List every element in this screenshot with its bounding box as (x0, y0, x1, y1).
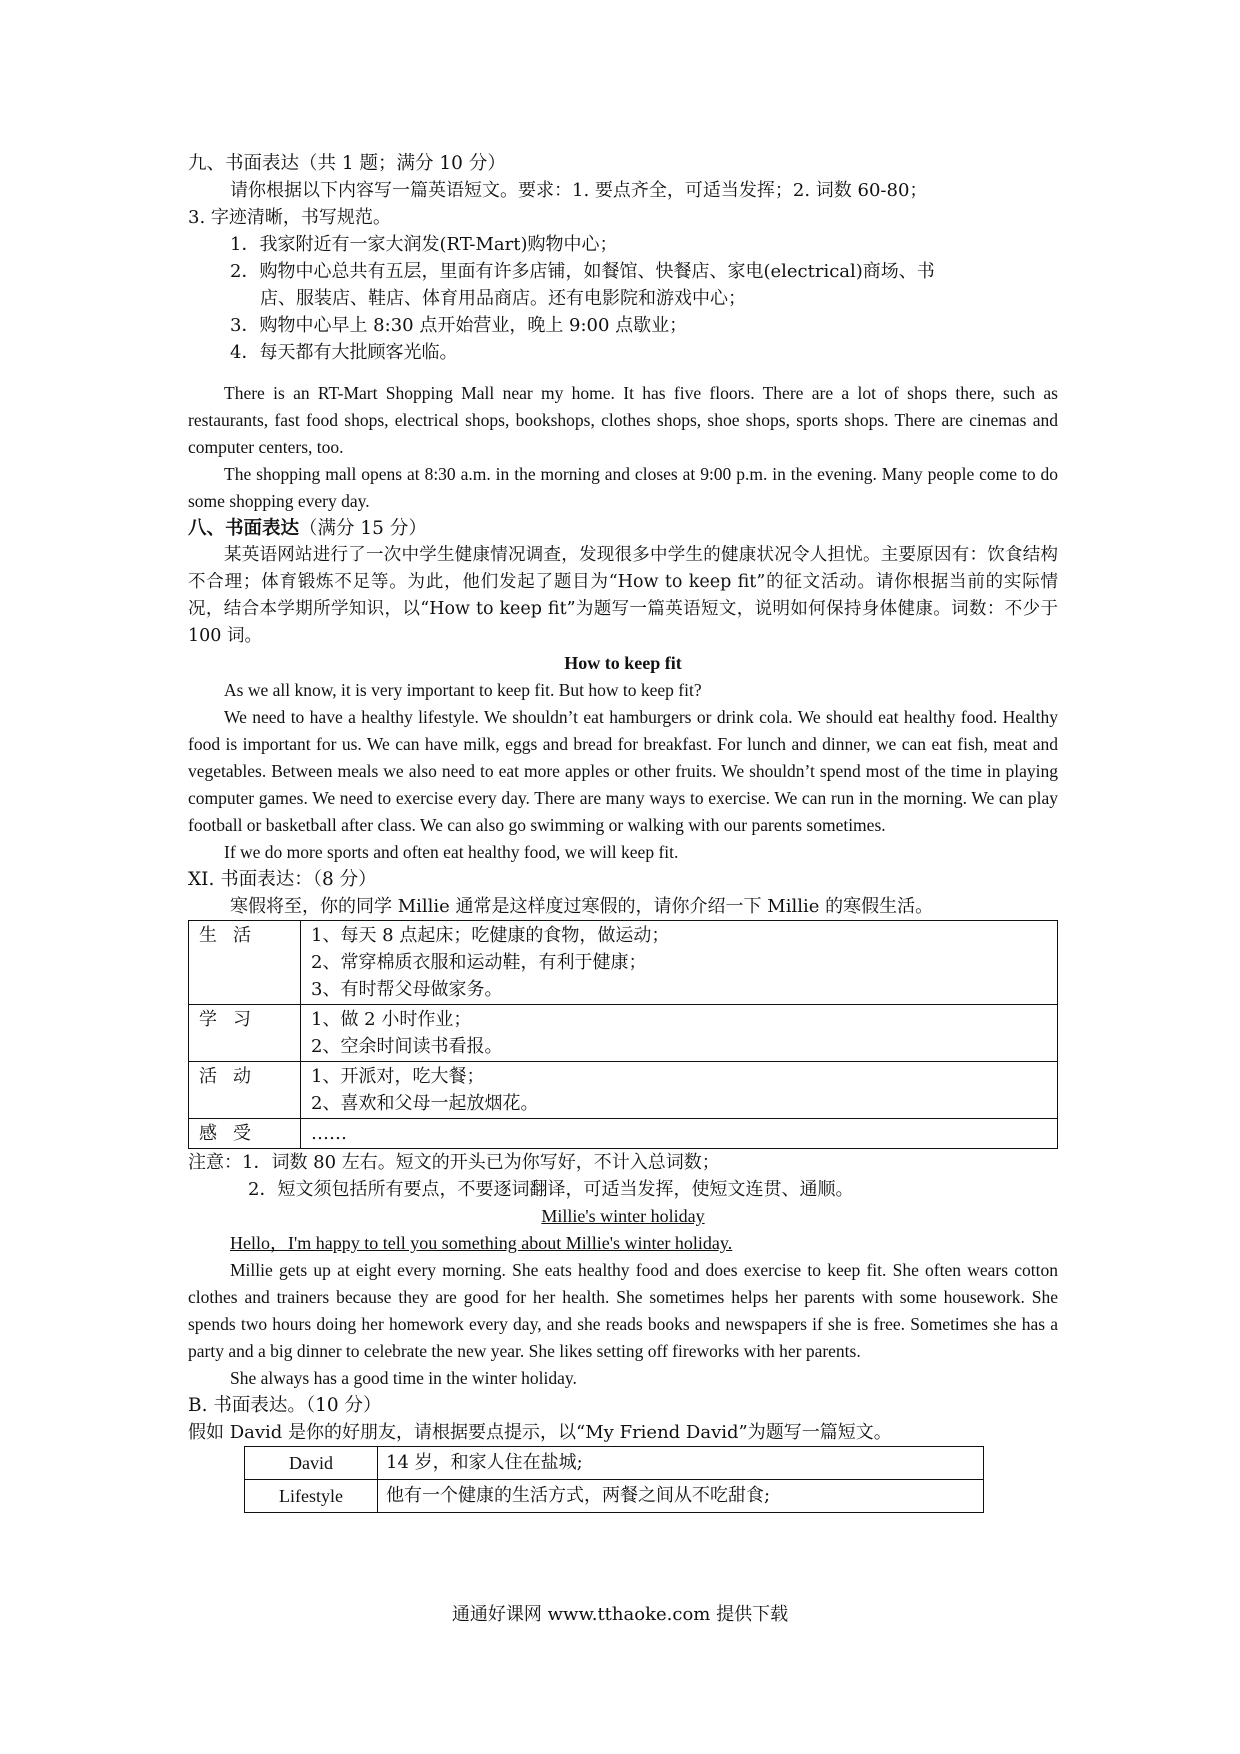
table-category: 感受 (189, 1119, 301, 1149)
section-11-essay-title: Millie's winter holiday (541, 1206, 705, 1226)
section-9-instruction-line2: 3. 字迹清晰，书写规范。 (188, 207, 391, 228)
section-9-instruction-line1: 请你根据以下内容写一篇英语短文。要求：1. 要点齐全，可适当发挥；2. 词数 60-80； (230, 180, 928, 201)
page-footer: 通通好课网 www.tthaoke.com 提供下载 (451, 1604, 789, 1625)
table-value: 他有一个健康的生活方式，两餐之间从不吃甜食; (378, 1480, 984, 1513)
table-item: 2、空余时间读书看报。 (311, 1036, 503, 1057)
section-b-heading: B. 书面表达。（10 分） (188, 1395, 382, 1416)
worksheet-page (188, 150, 1058, 1513)
section-8-heading (188, 515, 1058, 542)
section-9-point-4: 4．每天都有大批顾客光临。 (230, 342, 458, 363)
table-item: 2、常穿棉质衣服和运动鞋，有利于健康； (311, 952, 647, 973)
table-item: 2、喜欢和父母一起放烟花。 (311, 1093, 539, 1114)
section-9-point-2: 2．购物中心总共有五层，里面有许多店铺，如餐馆、快餐店、家电(electrical)商场、书 (230, 261, 935, 282)
section-8-essay-paragraph-2: We need to have a healthy lifestyle. We shouldn’t eat hamburgers or drink cola. We should eat healthy food. Healthy food is important for us. We can have milk, eggs and bread for breakfast. For lunch and dinner, we can eat fish, meat and vegetables. Between meals we also need to eat more apples or other fruits. We shouldn’t spend most of the time in playing computer games. We need to exercise every day. There are many ways to exercise. We can run in the morning. We can play football or basketball after class. We can also go swimming or walking with our parents sometimes. (188, 707, 1058, 835)
section-8-essay-paragraph-1: As we all know, it is very important to keep fit. But how to keep fit? (224, 680, 702, 700)
millie-points-table (188, 920, 1058, 1149)
table-row (245, 1480, 984, 1513)
section-11-essay-paragraph-1: Millie gets up at eight every morning. She eats healthy food and does exercise to keep fit. She often wears cotton clothes and trainers because they are good for her health. She sometimes helps her parents with some housework. She spends two hours doing her homework every day, and she reads books and newspapers if she is free. Sometimes she has a party and a big dinner to celebrate the new year. She likes setting off fireworks with her parents. (188, 1260, 1058, 1361)
table-key: Lifestyle (245, 1480, 378, 1513)
section-9-essay-paragraph-1: There is an RT-Mart Shopping Mall near my home. It has five floors. There are a lot of shops there, such as restaurants, fast food shops, electrical shops, bookshops, clothes shops, shoe shops, sports shops. There are cinemas and computer centers, too. (188, 383, 1058, 457)
section-8-essay-title: How to keep fit (564, 653, 682, 673)
table-item: 1、做 2 小时作业； (311, 1009, 472, 1030)
table-category: 学习 (189, 1005, 301, 1062)
section-11-note-1: 注意：1．词数 80 左右。短文的开头已为你写好，不计入总词数； (188, 1152, 720, 1173)
table-items (301, 1005, 1058, 1062)
section-9-essay-paragraph-2: The shopping mall opens at 8:30 a.m. in the morning and closes at 9:00 p.m. in the evening. Many people come to do some shopping every day. (188, 464, 1058, 511)
table-row (189, 1062, 1058, 1119)
david-points-table (244, 1446, 984, 1513)
table-category: 生活 (189, 921, 301, 1005)
section-b-prompt: 假如 David 是你的好朋友，请根据要点提示，以“My Friend David”为题写一篇短文。 (188, 1422, 892, 1443)
section-11-heading: XI. 书面表达：（8 分） (188, 869, 377, 890)
table-row (245, 1447, 984, 1480)
table-row (189, 1005, 1058, 1062)
section-11-essay-opening: Hello，I'm happy to tell you something about Millie's winter holiday. (230, 1233, 733, 1253)
table-key: David (245, 1447, 378, 1480)
table-item: 3、有时帮父母做家务。 (311, 979, 503, 1000)
table-items (301, 921, 1058, 1005)
section-11-note-2: 2．短文须包括所有要点，不要逐词翻译，可适当发挥，使短文连贯、通顺。 (248, 1179, 854, 1200)
section-8-heading-title: 八、书面表达 (188, 518, 300, 539)
table-value: 14 岁，和家人住在盐城; (378, 1447, 984, 1480)
section-9-point-3: 3．购物中心早上 8:30 点开始营业，晚上 9:00 点歇业； (230, 315, 688, 336)
section-11-intro: 寒假将至，你的同学 Millie 通常是这样度过寒假的，请你介绍一下 Millie 的寒假生活。 (230, 896, 934, 917)
section-8-essay-paragraph-3: If we do more sports and often eat healthy food, we will keep fit. (224, 842, 679, 862)
table-category: 活动 (189, 1062, 301, 1119)
table-row (189, 1119, 1058, 1149)
table-item: …… (311, 1123, 347, 1144)
table-item: 1、每天 8 点起床；吃健康的食物，做运动； (311, 925, 670, 946)
table-items (301, 1119, 1058, 1149)
section-8-heading-score: （满分 15 分） (299, 518, 427, 539)
section-9-point-2-cont: 店、服装店、鞋店、体育用品商店。还有电影院和游戏中心； (260, 288, 746, 309)
section-9-point-1: 1．我家附近有一家大润发(RT-Mart)购物中心； (230, 234, 618, 255)
table-row (189, 921, 1058, 1005)
section-9-heading: 九、书面表达（共 1 题；满分 10 分） (188, 153, 506, 174)
table-items (301, 1062, 1058, 1119)
table-item: 1、开派对，吃大餐； (311, 1066, 485, 1087)
section-8-prompt: 某英语网站进行了一次中学生健康情况调查，发现很多中学生的健康状况令人担忧。主要原因有：饮食结构不合理；体育锻炼不足等。为此，他们发起了题目为“How to keep fit”的征文活动。请你根据当前的实际情况，结合本学期所学知识，以“How to keep fit”为题写一篇英语短文，说明如何保持身体健康。词数：不少于 100 词。 (188, 545, 1058, 646)
section-11-essay-paragraph-2: She always has a good time in the winter holiday. (230, 1368, 577, 1388)
